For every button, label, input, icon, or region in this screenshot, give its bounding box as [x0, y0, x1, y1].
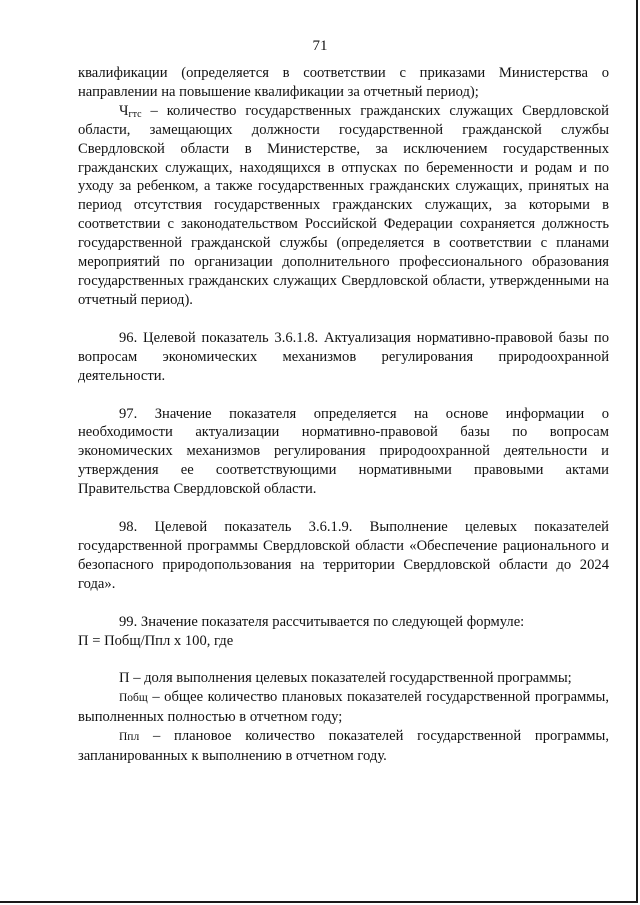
paragraph-99: 99. Значение показателя рассчитывается по следующей формуле:: [119, 613, 525, 630]
document-body: [78, 64, 609, 766]
symbol-ppl: Ппл: [119, 731, 140, 744]
paragraph-98: 98. Целевой показатель 3.6.1.9. Выполнение целевых показателей государственной программы Свердловской области «Обеспечение рационального и безопасного природопользования на территории Свердловской области до 2024 года».: [78, 519, 609, 592]
formula: П = Побщ/Ппл х 100, где: [78, 632, 234, 649]
paragraph-continuation: квалификации (определяется в соответствии с приказами Министерства о направлении на повышение квалификации за отчетный период);: [78, 65, 609, 100]
chgs-definition-text: – количество государственных гражданских служащих Свердловской области, замещающих должности государственной гражданской службы Свердловской области в Министерстве, за исключением государственных гражданских служащих, находящихся в отпусках по беременности и родам и по уходу за ребенком, а также государственных гражданских служащих, принятых на период отсутствия государственных гражданских служащих, за которыми в соответствии с законодательством Российской Федерации сохраняется должность государственной гражданской службы (определяется в соответствии с планами мероприятий по организации дополнительного профессионального образования государственных гражданских служащих Свердловской области, утвержденными на отчетный период).: [78, 102, 609, 308]
page-number: 71: [312, 38, 328, 54]
paragraph-chgs-definition: [78, 102, 609, 310]
symbol-chgs-subscript: гтс: [128, 108, 142, 120]
paragraph-96: 96. Целевой показатель 3.6.1.8. Актуализация нормативно-правовой базы по вопросам экономических механизмов регулирования природоохранной деятельности.: [78, 329, 609, 384]
definition-p: П – доля выполнения целевых показателей государственной программы;: [119, 670, 572, 687]
definition-pobsh: [78, 688, 609, 727]
paragraph-97: 97. Значение показателя определяется на основе информации о необходимости актуализации нормативно-правовой базы по вопросам экономических механизмов регулирования природоохранной деятельности и утверждения ее соответствующими нормативными правовыми актами Правительства Свердловской области.: [78, 405, 609, 498]
ppl-definition-text: – плановое количество показателей государственной программы, запланированных к выполнению в отчетном году.: [78, 728, 609, 765]
pobsh-definition-text: – общее количество плановых показателей государственной программы, выполненных полностью в отчетном году;: [78, 689, 609, 726]
symbol-pobsh: Побщ: [119, 692, 148, 705]
symbol-chgs: Ч: [119, 102, 129, 119]
definition-ppl: [78, 727, 609, 766]
